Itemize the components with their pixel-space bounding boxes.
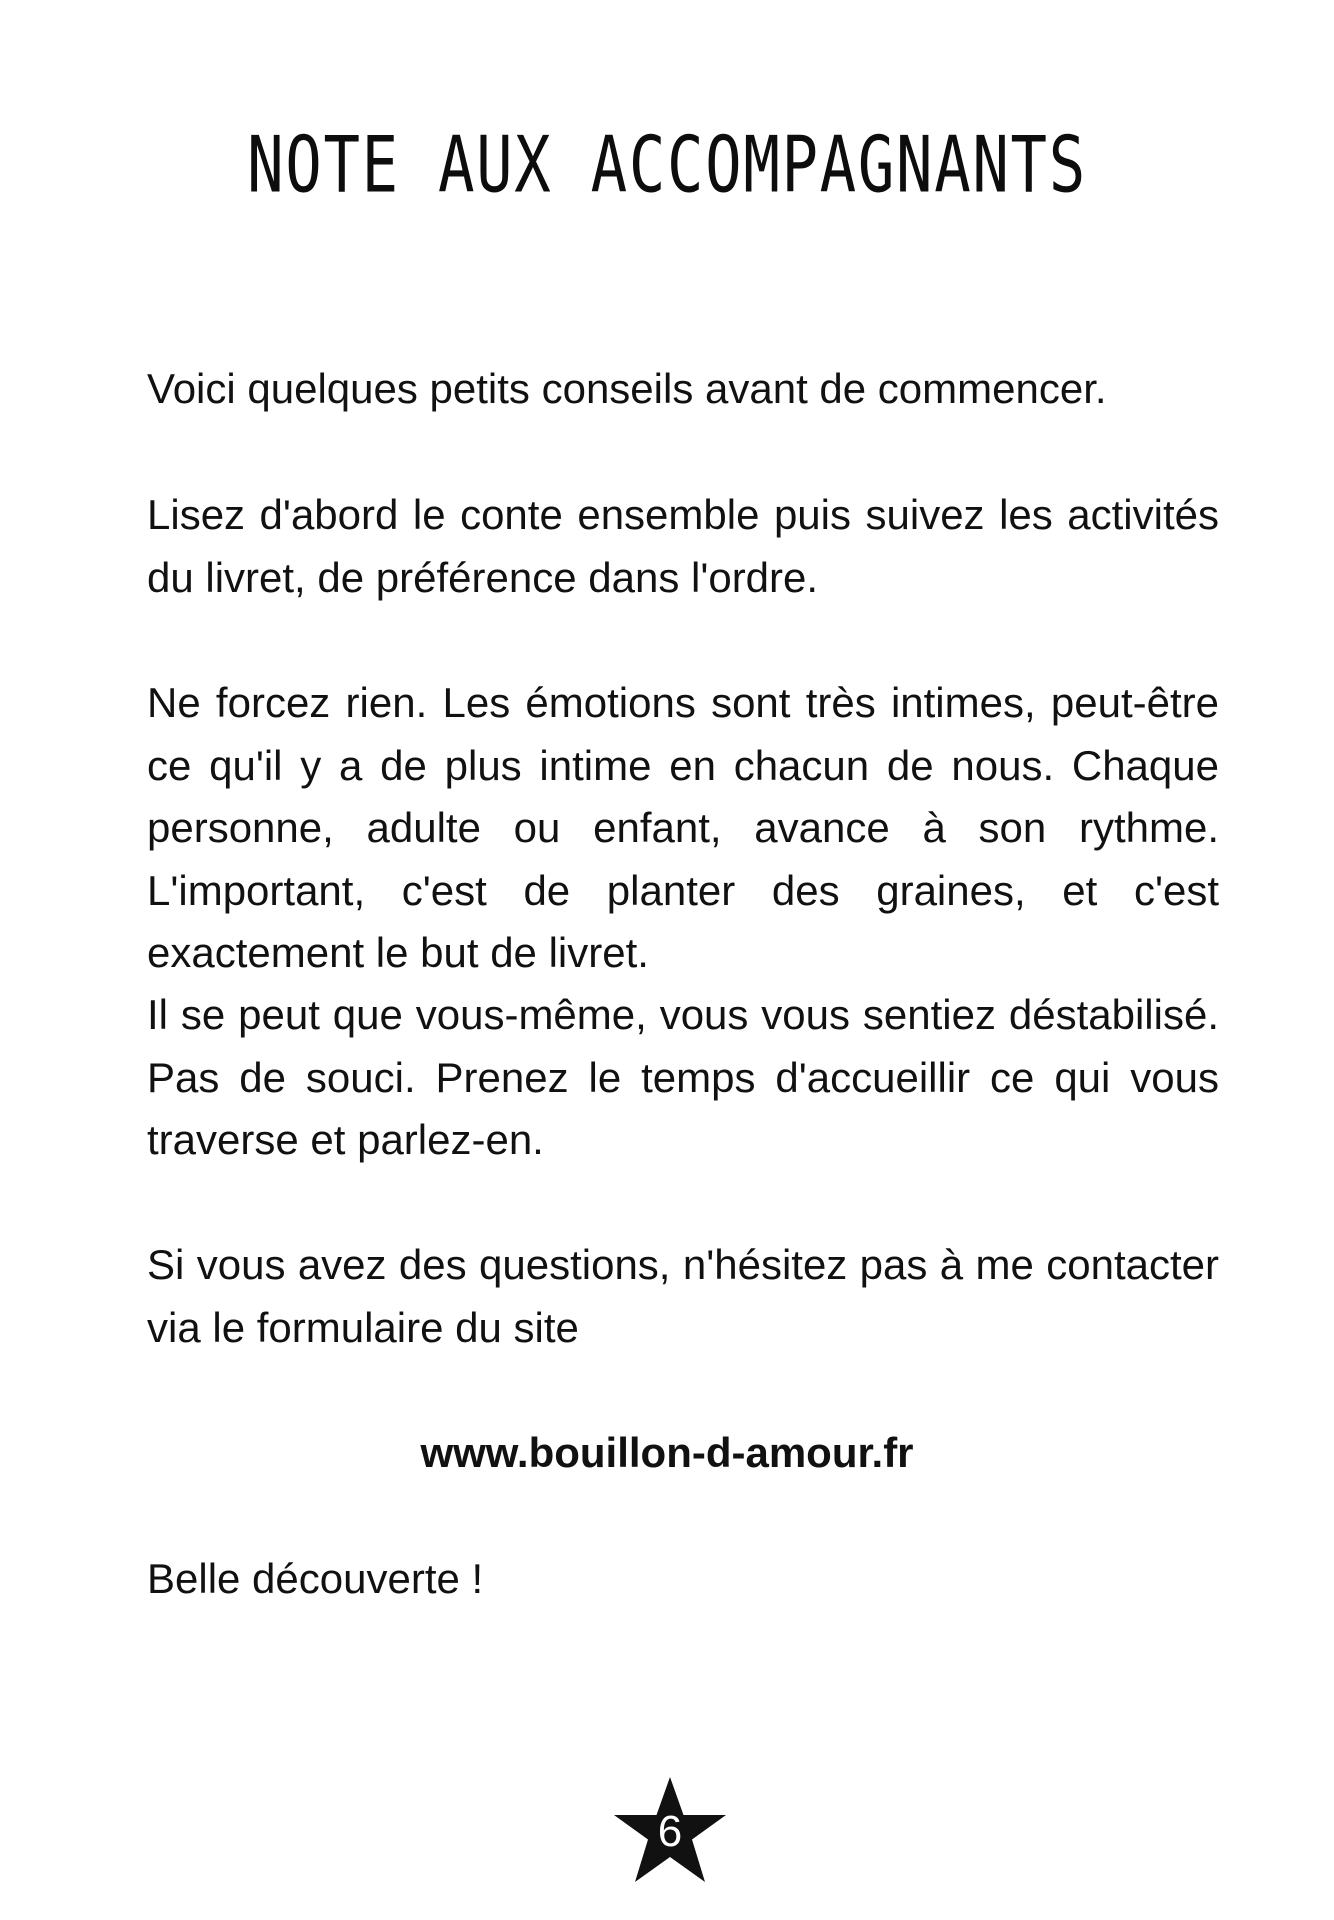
page-title: NOTE AUX ACCOMPAGNANTS xyxy=(247,120,1087,211)
paragraph-destabilized: Il se peut que vous-même, vous vous sentiez déstabilisé. Pas de souci. Prenez le temps d'accueillir ce qui vous traverse et parlez-en. xyxy=(147,991,1219,1163)
paragraph-intro: Voici quelques petits conseils avant de commencer. xyxy=(147,365,1107,412)
paragraph-contact: Si vous avez des questions, n'hésitez pas à me contacter via le formulaire du site xyxy=(147,1241,1219,1351)
page-number: 6 xyxy=(657,1807,683,1856)
paragraph-reading-order: Lisez d'abord le conte ensemble puis suivez les activités du livret, de préférence dans l'ordre. xyxy=(147,491,1219,601)
paragraph-no-forcing: Ne forcez rien. Les émotions sont très intimes, peut-être ce qu'il y a de plus intime en chacun de nous. Chaque personne, adulte ou enfant, avance à son rythme. L'important, c'est de planter des graines, et c'est exactement le but de livret. xyxy=(147,679,1219,976)
page-number-badge xyxy=(612,1775,728,1887)
website-link[interactable]: www.bouillon-d-amour.fr xyxy=(420,1429,914,1476)
closing-text: Belle découverte ! xyxy=(147,1555,484,1602)
